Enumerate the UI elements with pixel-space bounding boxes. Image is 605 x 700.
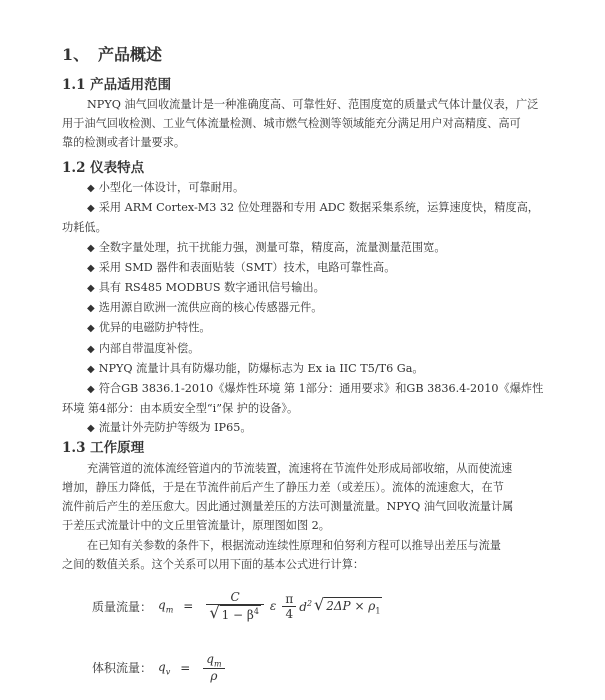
diamond-bullet-icon: ◆ <box>87 343 95 355</box>
section-number: 1、 <box>62 45 90 64</box>
paragraph-line: NPYQ 油气回收流量计是一种准确度高、可靠性好、范围度宽的质量式气体计量仪表，广泛 <box>87 98 539 111</box>
paragraph-line: 靠的检测或者计量要求。 <box>62 136 186 149</box>
diamond-bullet-icon: ◆ <box>87 203 95 215</box>
diamond-bullet-icon: ◆ <box>87 242 95 254</box>
paragraph-line: 在已知有关参数的条件下，根据流动连续性原理和伯努利方程可以推导出差压与流量 <box>87 539 501 552</box>
paragraph-1-3-b <box>62 536 546 574</box>
epsilon-symbol: ε <box>269 599 277 613</box>
paragraph-line: 用于油气回收检测、工业气体流量检测、城市燃气检测等领域能充分满足用户对高精度、高可 <box>62 117 521 130</box>
heading-1-1: 1.1 产品适用范围 <box>62 77 172 93</box>
paragraph-line: 充满管道的流体流经管道内的节流装置，流速将在节流件处形成局部收缩，从而使流速 <box>87 462 513 475</box>
list-item: ◆ 优异的电磁防护特性。 <box>87 321 211 335</box>
mass-flow-formula <box>92 590 382 622</box>
heading-1-2: 1.2 仪表特点 <box>62 160 145 176</box>
diameter-term: $d^2$ <box>299 598 313 614</box>
diamond-bullet-icon: ◆ <box>87 262 95 274</box>
formula-lhs: $q_m$ <box>158 597 174 615</box>
paragraph-line: 于差压式流量计中的文丘里管流量计，原理图如图 2。 <box>62 519 330 532</box>
list-item: ◆ 采用 SMD 器件和表面贴装（SMT）技术，电路可靠性高。 <box>87 260 396 274</box>
paragraph-1-3-a <box>62 459 546 535</box>
equals-sign: = <box>180 660 191 675</box>
list-item: ◆ 选用源自欧洲一流供应商的核心传感器元件。 <box>87 301 323 315</box>
list-item: ◆ 符合GB 3836.1-2010《爆炸性环境 第 1部分：通用要求》和GB 3836.4-2010《爆炸性环境 第4部分：由本质安全型“i”保 护的设备》。 <box>62 382 544 416</box>
fraction-pi: $\frac{\pi}{4}$ <box>282 592 296 621</box>
diamond-bullet-icon: ◆ <box>87 283 95 295</box>
feature-list <box>62 178 546 439</box>
paragraph-line: 流件前后产生的差压愈大。因此通过测量差压的方法可测量流量。NPYQ 油气回收流量计属 <box>62 500 514 513</box>
diamond-bullet-icon: ◆ <box>87 303 95 315</box>
formula-lhs: $q_v$ <box>158 659 171 676</box>
equals-sign: = <box>183 599 194 613</box>
fraction-c: C √ $1 - \beta^4$ <box>206 590 264 622</box>
list-item: ◆ NPYQ 流量计具有防爆功能，防爆标志为 Ex ia IIC T5/T6 Ga。 <box>87 361 424 375</box>
formula-label: 质量流量： <box>92 599 153 614</box>
diamond-bullet-icon: ◆ <box>87 363 95 375</box>
fraction-qm-rho: $\frac{q_m}{\rho}$ <box>203 652 224 683</box>
list-item: ◆ 采用 ARM Cortex-M3 32 位处理器和专用 ADC 数据采集系统，运算速度快，精度高，功耗低。 <box>62 201 539 235</box>
diamond-bullet-icon: ◆ <box>87 323 95 335</box>
volume-flow-formula <box>92 652 228 683</box>
list-item: ◆ 流量计外壳防护等级为 IP65。 <box>87 421 252 435</box>
list-item: ◆ 小型化一体设计，可靠耐用。 <box>87 181 245 194</box>
section-title <box>62 42 162 65</box>
paragraph-line: 之间的数值关系。这个关系可以用下面的基本公式进行计算： <box>62 558 365 571</box>
paragraph-line: 增加，静压力降低，于是在节流件前后产生了静压力差（或差压）。流体的流速愈大，在节 <box>62 481 504 494</box>
diamond-bullet-icon: ◆ <box>87 384 95 396</box>
paragraph-1-1 <box>62 95 546 152</box>
list-item: ◆ 全数字量处理，抗干扰能力强，测量可靠，精度高，流量测量范围宽。 <box>87 240 446 254</box>
sqrt-term: √ $2\Delta P \times \rho_1$ <box>314 594 381 616</box>
formula-label: 体积流量： <box>92 661 153 676</box>
list-item: ◆ 内部自带温度补偿。 <box>87 341 200 355</box>
section-title-text: 产品概述 <box>98 45 163 64</box>
diamond-bullet-icon: ◆ <box>87 183 95 194</box>
list-item: ◆ 具有 RS485 MODBUS 数字通讯信号输出。 <box>87 281 325 295</box>
heading-1-3: 1.3 工作原理 <box>62 440 145 456</box>
diamond-bullet-icon: ◆ <box>87 423 95 435</box>
